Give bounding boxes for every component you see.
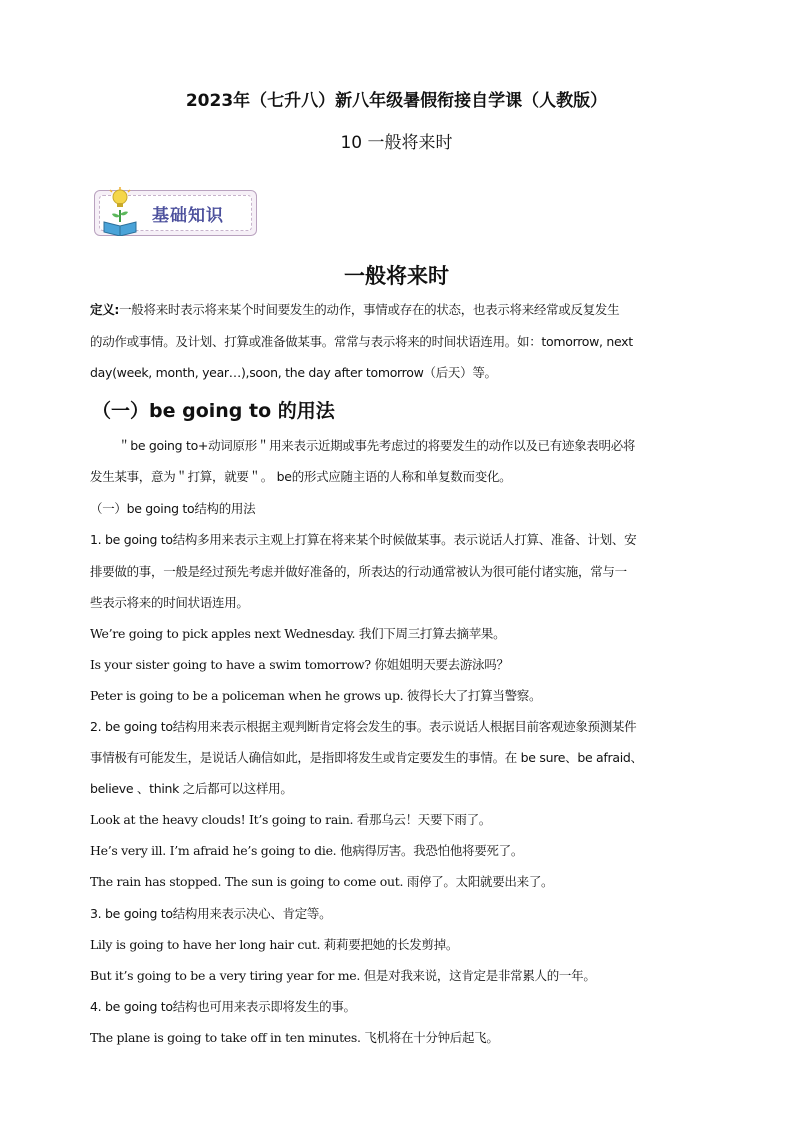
definition-text-1: 一般将来时表示将来某个时间要发生的动作，事情或存在的状态，也表示将来经常或反复发生: [119, 302, 620, 317]
text-line: 4. be going to结构也可用来表示即将发生的事。: [90, 999, 356, 1014]
definition-line-1: [90, 300, 705, 318]
text-line: 些表示将来的时间状语连用。: [90, 595, 249, 610]
example-line: Look at the heavy clouds! It’s going to rain. 看那乌云！天要下雨了。: [90, 812, 491, 827]
example-line: The plane is going to take off in ten minutes. 飞机将在十分钟后起飞。: [90, 1030, 499, 1045]
example-line: The rain has stopped. The sun is going to come out. 雨停了。太阳就要出来了。: [90, 874, 554, 889]
text-line: believe 、think 之后都可以这样用。: [90, 781, 293, 796]
example-line: Peter is going to be a policeman when he grows up. 彼得长大了打算当警察。: [90, 688, 542, 703]
section-title: 一般将来时: [344, 264, 449, 288]
example-line: We’re going to pick apples next Wednesday. 我们下周三打算去摘苹果。: [90, 626, 506, 641]
example-line: But it’s going to be a very tiring year for me. 但是对我来说，这肯定是非常累人的一年。: [90, 968, 596, 983]
part1-intro-1: ＂be going to+动词原形＂用来表示近期或事先考虑过的将要发生的动作以及已有迹象表明必将: [118, 438, 636, 453]
text-line: 2. be going to结构用来表示根据主观判断肯定将会发生的事。表示说话人根据目前客观迹象预测某件: [90, 719, 637, 734]
text-line: 事情极有可能发生，是说话人确信如此，是指即将发生或肯定要发生的事情。在 be sure、be afraid、: [90, 750, 643, 765]
section-badge: [94, 186, 257, 238]
lesson-title: 10 一般将来时: [340, 133, 453, 153]
example-line: Lily is going to have her long hair cut. 莉莉要把她的长发剪掉。: [90, 937, 459, 952]
definition-line-2: 的动作或事情。及计划、打算或准备做某事。常常与表示将来的时间状语连用。如：tomorrow, next: [90, 334, 633, 349]
lightbulb-book-icon: [100, 186, 140, 236]
part1-intro-2: 发生某事，意为＂打算，就要＂。 be的形式应随主语的人称和单复数而变化。: [90, 469, 512, 484]
definition-line-3: day(week, month, year…),soon, the day after tomorrow（后天）等。: [90, 365, 497, 380]
badge-label: 基础知识: [152, 206, 224, 226]
text-line: 3. be going to结构用来表示决心、肯定等。: [90, 906, 332, 921]
text-line: 1. be going to结构多用来表示主观上打算在将来某个时候做某事。表示说话人打算、准备、计划、安: [90, 532, 637, 547]
part1-heading: （一）be going to 的用法: [92, 400, 335, 422]
text-line: 排要做的事，一般是经过预先考虑并做好准备的，所表达的行动通常被认为很可能付诸实施，常与一: [90, 564, 627, 579]
document-title: 2023年（七升八）新八年级暑假衔接自学课（人教版）: [185, 91, 608, 111]
example-line: He’s very ill. I’m afraid he’s going to die. 他病得厉害。我恐怕他将要死了。: [90, 843, 524, 858]
example-line: Is your sister going to have a swim tomorrow? 你姐姐明天要去游泳吗？: [90, 657, 509, 672]
part1-subheading: （一）be going to结构的用法: [90, 501, 256, 516]
definition-label: 定义:: [90, 302, 120, 317]
